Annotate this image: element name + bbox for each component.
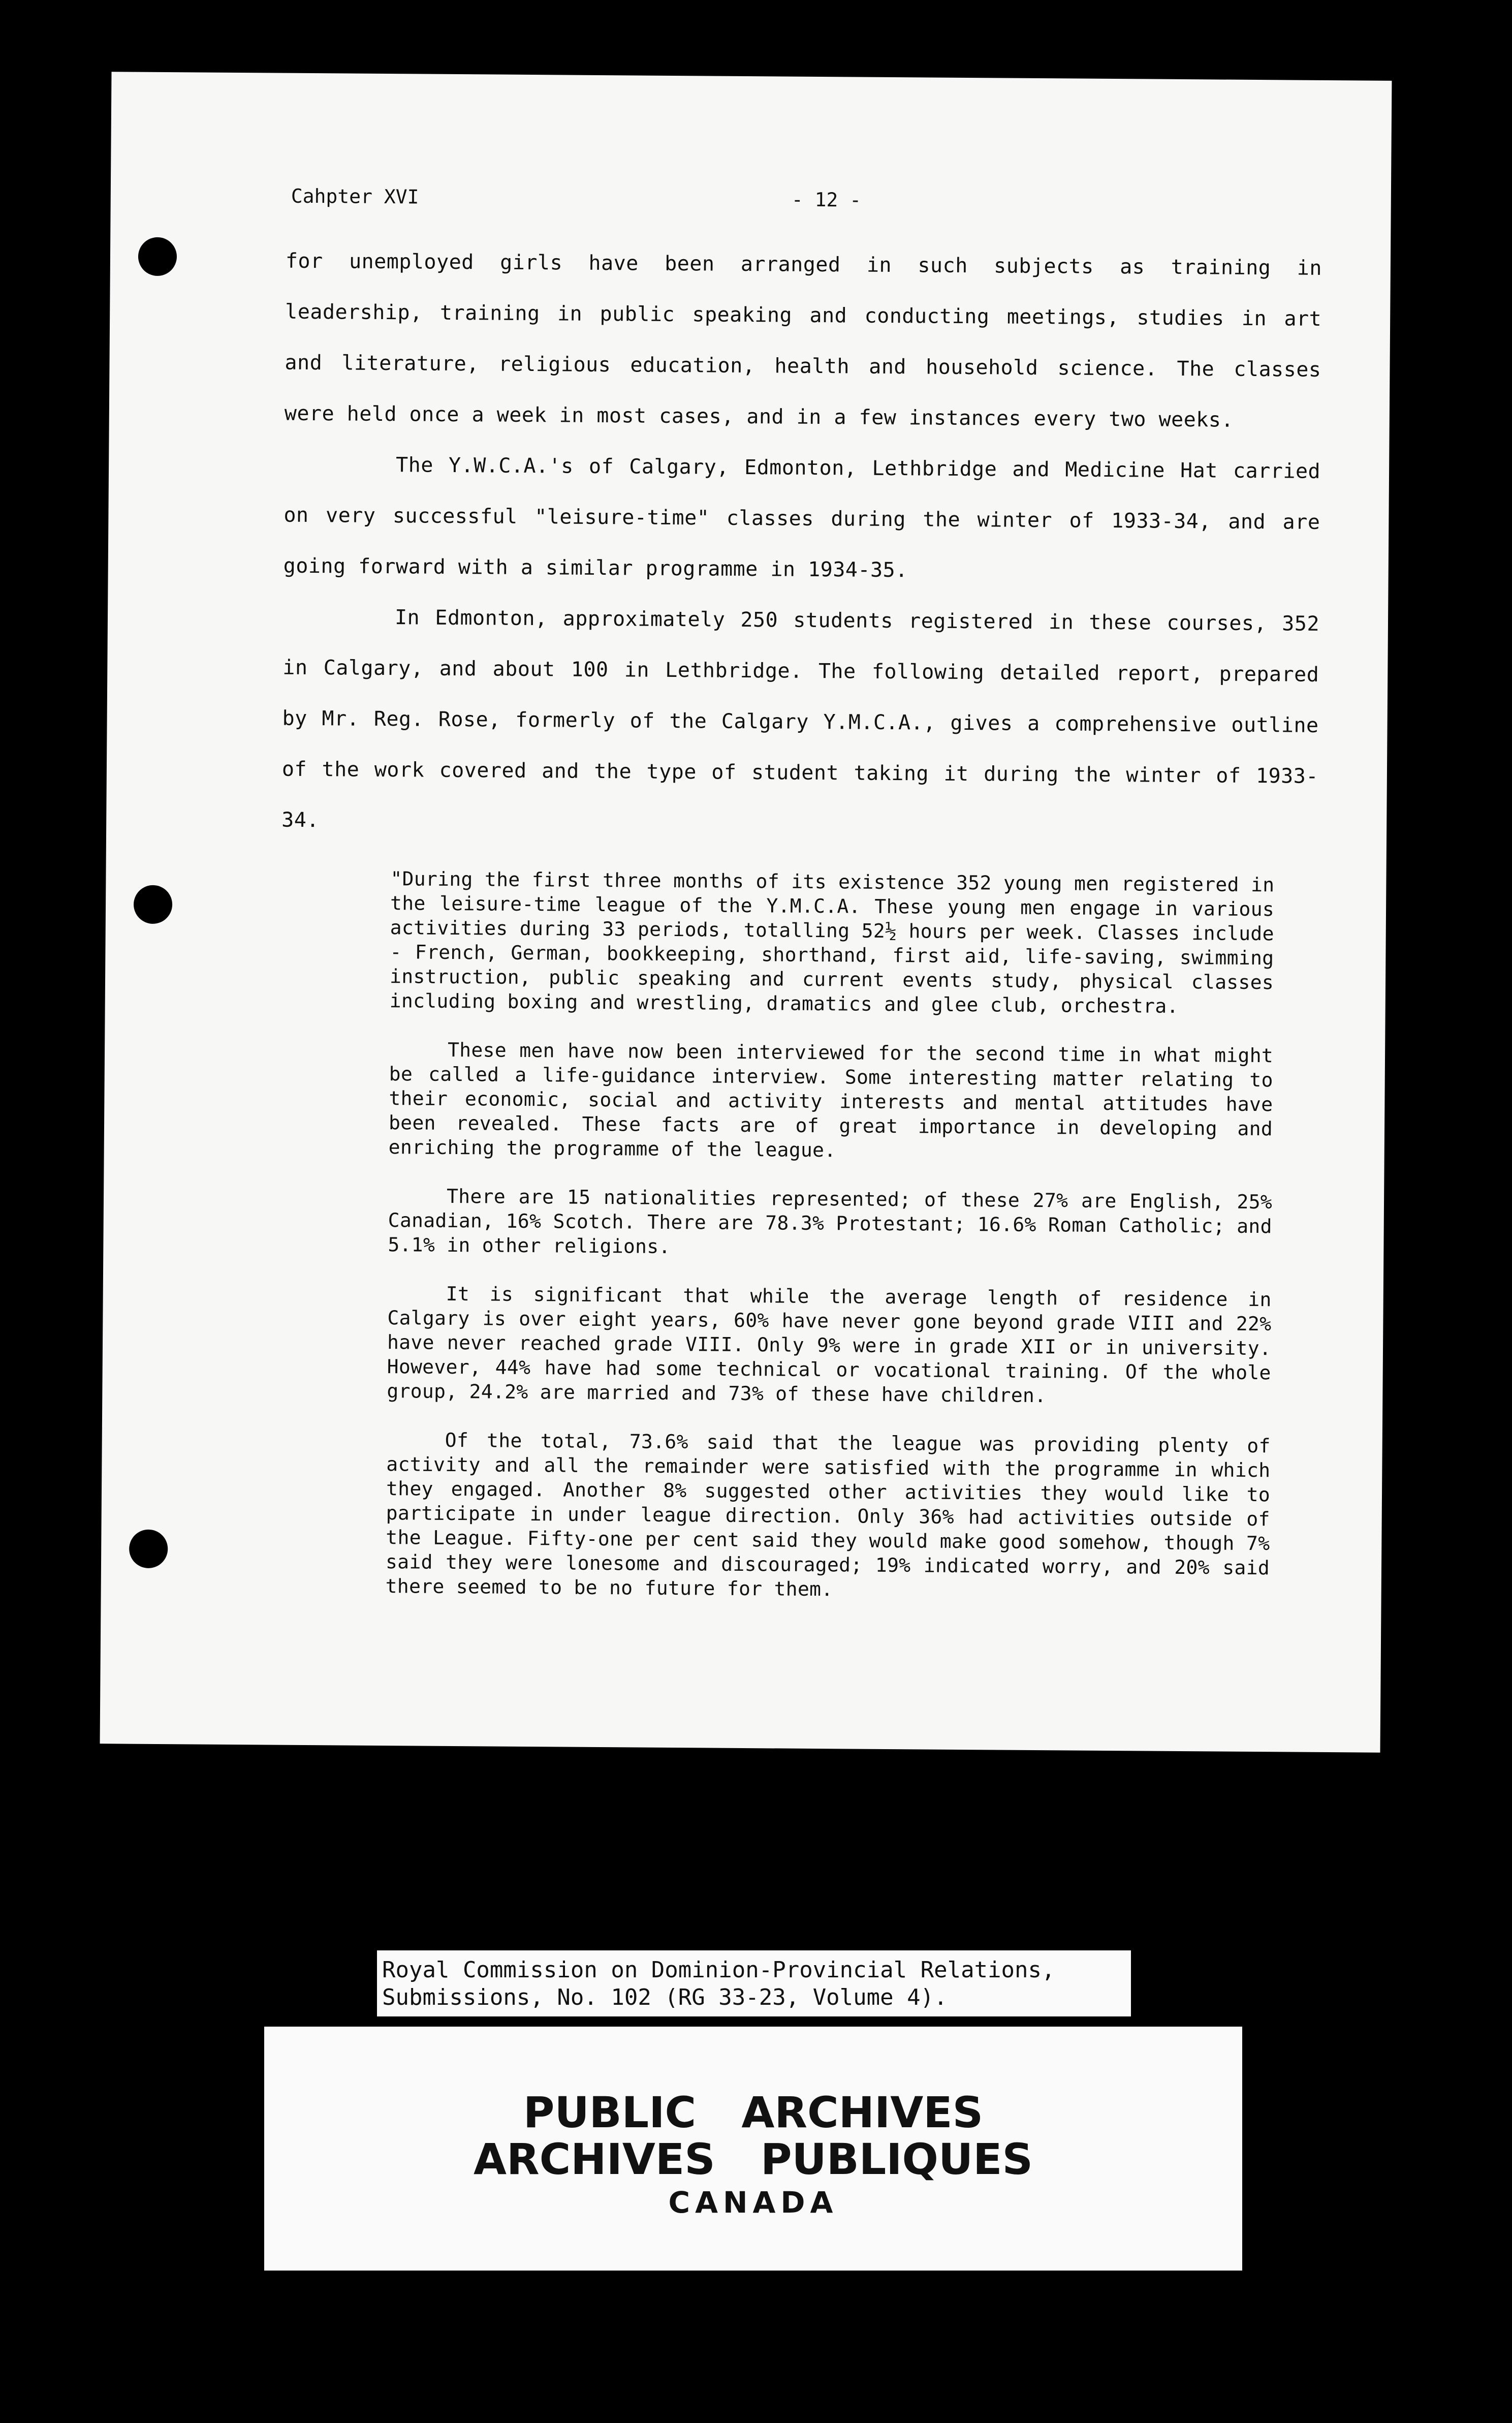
paragraph: In Edmonton, approximately 250 students registered in these courses, 352 in Calgary, and about 100 in Lethbridge. The following detailed report, prepared by Mr. Reg. Rose, formerly of the Calgary Y.M.C.A., gives a comprehensive outline of the work covered and the type of student taking it during the winter of 1933-34. xyxy=(281,606,1320,832)
archive-reference-label xyxy=(377,1950,1131,2016)
stamp-line-french: ARCHIVES PUBLIQUES xyxy=(473,2134,1033,2184)
archive-reference-line: Submissions, No. 102 (RG 33-23, Volume 4). xyxy=(382,1984,948,2010)
page-header xyxy=(291,184,1330,211)
quote-paragraph: "During the first three months of its existence 352 young men registered in the leisure-time league of the Y.M.C.A. These young men engage in various activities during 33 periods, totalling 52½ hours per week. Classes include - French, German, bookkeeping, shorthand, first aid, life-saving, swimming instruction, public speaking and current events study, physical classes including boxing and wrestling, dramatics and glee club, orchestra. xyxy=(389,867,1275,1017)
quote-paragraph: There are 15 nationalities represented; of these 27% are English, 25% Canadian, 16% Scotch. There are 78.3% Protestant; 16.6% Roman Catholic; and 5.1% in other religions. xyxy=(388,1185,1273,1258)
paragraph: for unemployed girls have been arranged in such subjects as training in leadership, training in public speaking and conducting meetings, studies in art and literature, religious education, health and household science. The classes were held once a week in most cases, and in a few instances every two weeks. xyxy=(284,249,1322,432)
punch-hole xyxy=(134,885,173,924)
archive-reference-line: Royal Commission on Dominion-Provincial Relations, xyxy=(382,1957,1055,1983)
document-body xyxy=(276,236,1322,1629)
chapter-label: Cahpter XVI xyxy=(291,184,419,208)
punch-hole xyxy=(138,237,177,276)
quote-paragraph: Of the total, 73.6% said that the league was providing plenty of activity and all the remainder were satisfied with the programme in which they engaged. Another 8% suggested other activities they would like to participate in under league direction. Only 36% had activities outside of the League. Fifty-one per cent said they would make good somehow, though 7% said they were lonesome and discouraged; 19% indicated worry, and 20% said there seemed to be no future for them. xyxy=(385,1428,1271,1601)
stamp-line-english: PUBLIC ARCHIVES xyxy=(523,2088,984,2137)
document-page xyxy=(100,72,1392,1753)
quote-paragraph: These men have now been interviewed for the second time in what might be called a life-guidance interview. Some interesting matter relating to their economic, social and activity interests and mental attitudes have been revealed. These facts are of great importance in developing and enriching the programme of the league. xyxy=(388,1038,1274,1162)
page-number: - 12 - xyxy=(791,188,862,211)
stamp-line-country: CANADA xyxy=(668,2185,838,2220)
punch-hole xyxy=(129,1530,168,1569)
paragraph: The Y.W.C.A.'s of Calgary, Edmonton, Lethbridge and Medicine Hat carried on very successful "leisure-time" classes during the winter of 1933-34, and are going forward with a similar programme in 1934-35. xyxy=(283,453,1321,582)
archives-stamp xyxy=(264,2027,1242,2271)
block-quote xyxy=(386,866,1275,1604)
quote-paragraph: It is significant that while the average length of residence in Calgary is over eight years, 60% have never gone beyond grade VIII and 22% have never reached grade VIII. Only 9% were in grade XII or in university. However, 44% have had some technical or vocational training. Of the whole group, 24.2% are married and 73% of these have children. xyxy=(387,1282,1272,1407)
